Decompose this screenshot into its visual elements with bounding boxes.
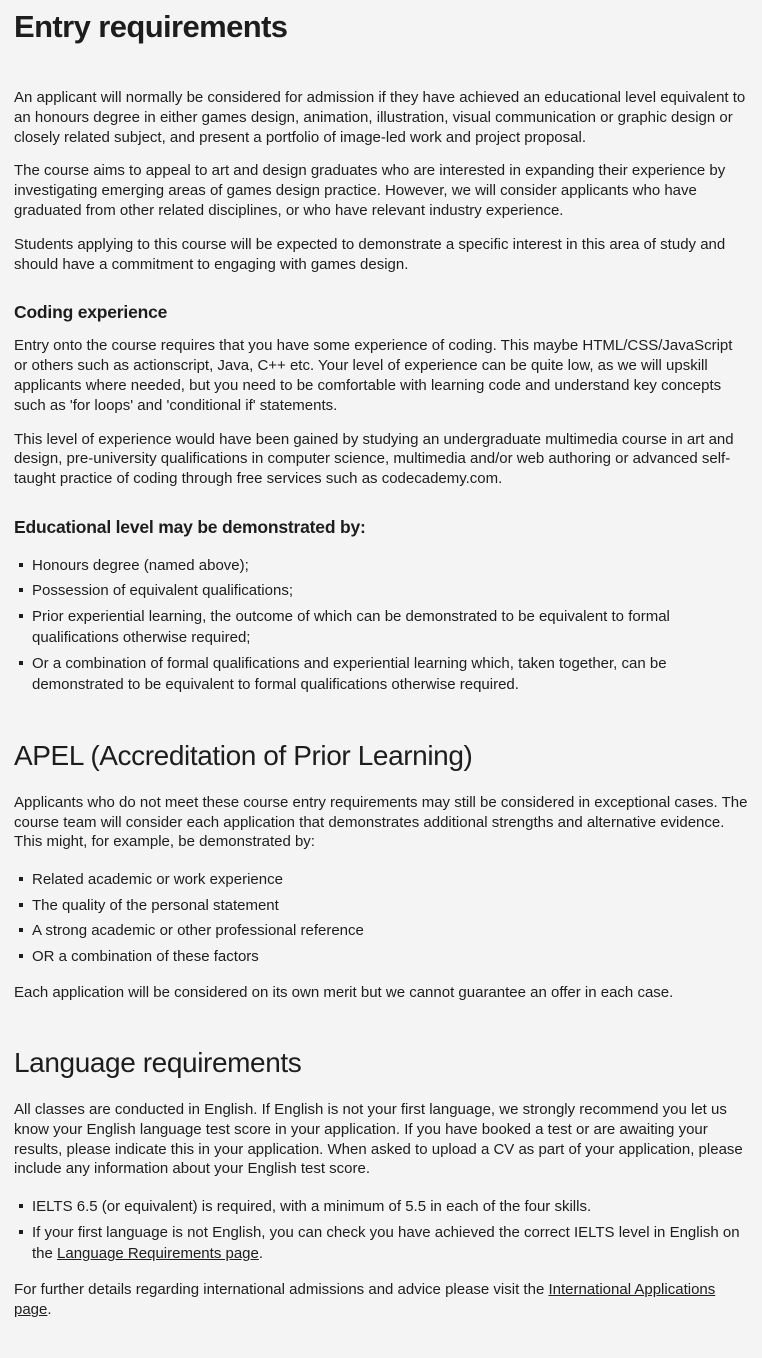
international-applications-page-link[interactable]: International Applications page	[14, 1281, 716, 1319]
international-admissions-paragraph	[14, 1280, 749, 1320]
intro-paragraph: An applicant will normally be considered for admission if they have achieved an educational level equivalent to an honours degree in either games design, animation, illustration, visual communication or graphic design or closely related subject, and present a portfolio of image-led work and project proposal.	[14, 89, 746, 146]
paragraph-text: For further details regarding international admissions and advice please visit the	[14, 1281, 549, 1299]
apel-outro-paragraph: Each application will be considered on its own merit but we cannot guarantee an offer in each case.	[14, 984, 674, 1001]
list-item: OR a combination of these factors	[14, 946, 749, 967]
list-item: Prior experiential learning, the outcome of which can be demonstrated to be equivalent to formal qualifications otherwise required;	[14, 606, 749, 649]
list-item: The quality of the personal statement	[14, 895, 749, 916]
educational-level-heading: Educational level may be demonstrated by:	[14, 517, 366, 538]
language-intro-paragraph: All classes are conducted in English. If English is not your first language, we strongly recommend you let us know your English language test score in your application. If you have booked a test or are awaiting your results, please indicate this in your application. When asked to upload a CV as part of your application, please include any information about your English test score.	[14, 1100, 743, 1178]
coding-paragraph: Entry onto the course requires that you have some experience of coding. This maybe HTML/CSS/JavaScript or others such as actionscript, Java, C++ etc. Your level of experience can be quite low, as we will upskill applicants where needed, but you need to be comfortable with learning code and understand key concepts such as 'for loops' and 'conditional if' statements.	[14, 337, 733, 414]
list-item-text: If your first language is not English, you can check you have achieved the correct IELTS level in English on the	[32, 1223, 740, 1263]
coding-experience-heading: Coding experience	[14, 302, 168, 323]
intro-paragraph: The course aims to appeal to art and design graduates who are interested in expanding their experience by investigating emerging areas of games design practice. However, we will consider applicants who have graduated from other related disciplines, or who have relevant industry experience.	[14, 162, 726, 220]
intro-paragraph: Students applying to this course will be expected to demonstrate a specific interest in this area of study and should have a commitment to engaging with games design.	[14, 235, 726, 273]
list-item: Or a combination of formal qualifications and experiential learning which, taken together, can be demonstrated to be equivalent to formal qualifications otherwise required.	[14, 653, 749, 696]
apel-heading: APEL (Accreditation of Prior Learning)	[14, 739, 473, 771]
page-title: Entry requirements	[14, 9, 288, 44]
list-item: Related academic or work experience	[14, 869, 749, 890]
list-item: IELTS 6.5 (or equivalent) is required, with a minimum of 5.5 in each of the four skills.	[14, 1196, 749, 1217]
list-item: A strong academic or other professional reference	[14, 920, 749, 941]
coding-paragraph: This level of experience would have been gained by studying an undergraduate multimedia course in art and design, pre-university qualifications in computer science, multimedia and/or web authoring or advanced self-taught practice of coding through free services such as codecademy.com.	[14, 430, 734, 488]
list-item: Possession of equivalent qualifications;	[14, 580, 749, 601]
paragraph-text: .	[47, 1301, 52, 1319]
list-item	[14, 1222, 749, 1265]
language-requirements-heading: Language requirements	[14, 1046, 302, 1078]
educational-level-list	[14, 555, 749, 696]
apel-intro-paragraph: Applicants who do not meet these course entry requirements may still be considered in exceptional cases. The course team will consider each application that demonstrates additional strengths and alternative evidence. This might, for example, be demonstrated by:	[14, 793, 748, 851]
language-list	[14, 1196, 749, 1264]
list-item: Honours degree (named above);	[14, 555, 749, 576]
apel-list	[14, 869, 749, 967]
list-item-text: .	[258, 1245, 264, 1263]
language-requirements-page-link[interactable]: Language Requirements page	[57, 1245, 259, 1263]
